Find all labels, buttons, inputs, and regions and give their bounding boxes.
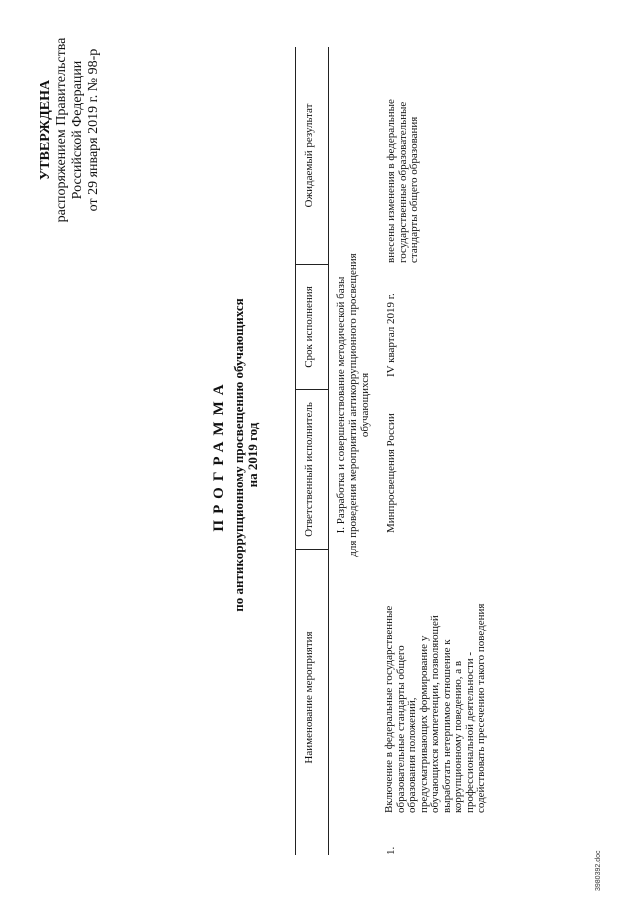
row-number: 1. — [385, 846, 397, 855]
column-header-deadline: Срок исполнения — [303, 286, 315, 368]
header-bottom-border — [328, 47, 329, 855]
approval-heading: УТВЕРЖДЕНА — [38, 79, 53, 181]
approval-line-3: Российской Федерации — [70, 60, 85, 200]
title-year: на 2019 год — [245, 422, 260, 488]
approval-stamp — [38, 10, 102, 250]
column-header-executor: Ответственный исполнитель — [303, 402, 315, 537]
approval-line-2: распоряжением Правительства — [54, 37, 69, 223]
title-subject: по антикоррупционному просвещению обучающихся — [231, 298, 246, 612]
document-file-code: 3980392.doc — [595, 850, 602, 891]
column-header-result: Ожидаемый результат — [303, 103, 315, 208]
table-top-border — [295, 47, 296, 855]
row-executor: Минпросвещения России — [385, 413, 397, 533]
section-heading-line-2: для проведения мероприятий антикоррупционного просвещения обучающихся — [347, 253, 371, 557]
section-heading-line-1: I. Разработка и совершенствование методической базы — [335, 276, 347, 534]
column-header-action: Наименование мероприятия — [303, 631, 315, 764]
row-action: Включение в федеральные государственные образовательные стандарты общего образования положений, предусматривающих формирование у обучающихся компетенции, позволяющей выработать нетерпимое отношение к коррупционному поведению, а в профессиональной деятельности - содействовать пресечению такого поведения — [383, 603, 487, 813]
approval-line-4: от 29 января 2019 г. № 98-р — [86, 48, 101, 212]
title-program: ПРОГРАММА — [211, 378, 227, 532]
row-result: внесены изменения в федеральные государственные образовательные стандарты общего образования — [385, 99, 420, 263]
document-title — [212, 245, 260, 665]
row-deadline: IV квартал 2019 г. — [385, 293, 397, 377]
section-heading — [335, 235, 371, 575]
